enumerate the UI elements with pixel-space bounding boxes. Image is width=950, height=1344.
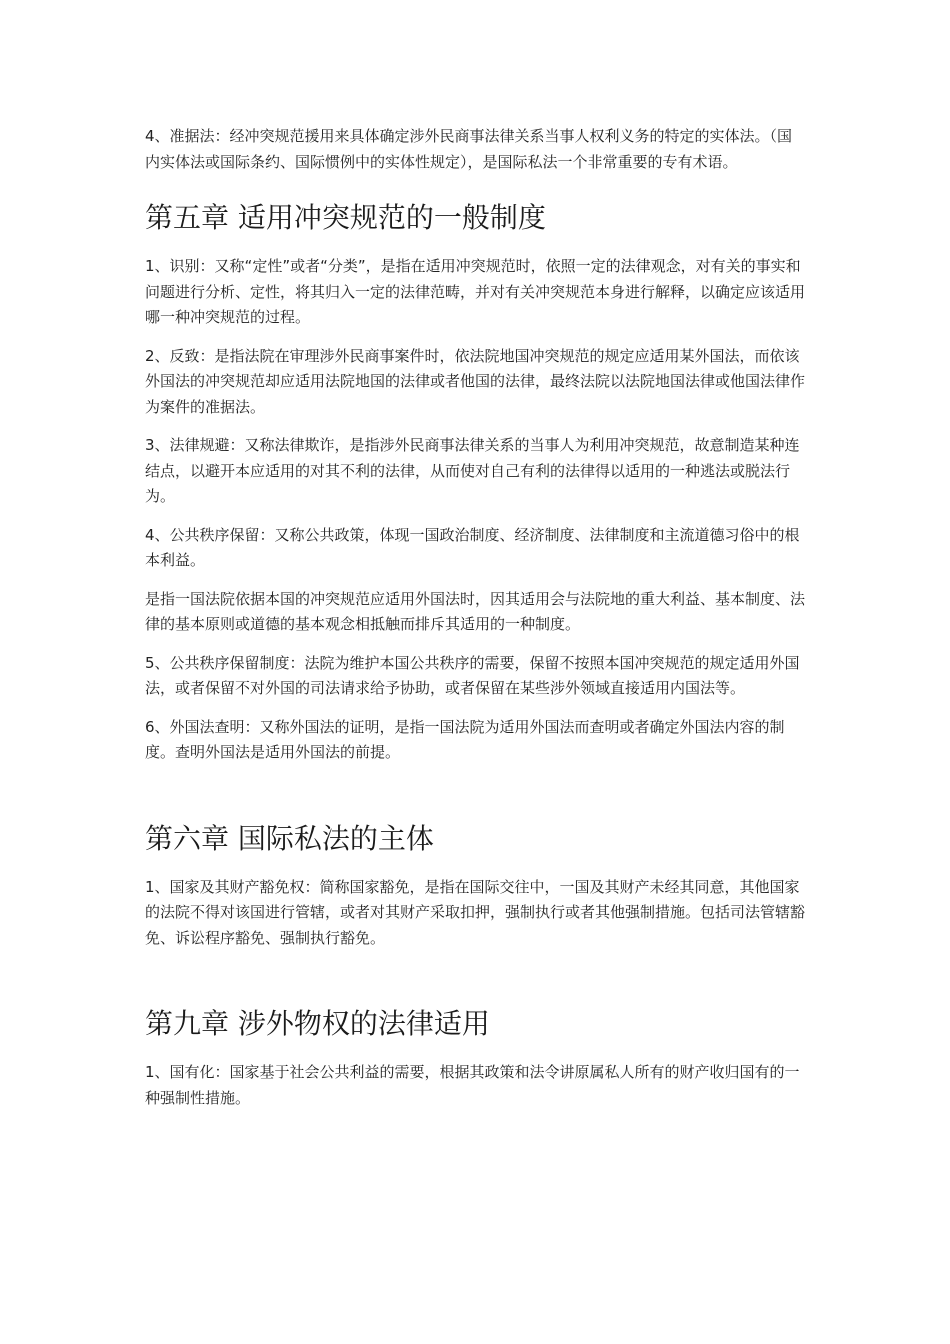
paragraph-public-order-definition: 是指一国法院依据本国的冲突规范应适用外国法时，因其适用会与法院地的重大利益、基本制度、法律的基本原则或道德的基本观念相抵触而排斥其适用的一种制度。 xyxy=(145,589,806,633)
paragraph-applicable-law: 4、准据法：经冲突规范援用来具体确定涉外民商事法律关系当事人权利义务的特定的实体法。（国内实体法或国际条约、国际惯例中的实体性规定），是国际私法一个非常重要的专有术语。 xyxy=(145,127,793,171)
paragraph-public-order-system: 5、公共秩序保留制度：法院为维护本国公共秩序的需要，保留不按照本国冲突规范的规定适用外国法，或者保留不对外国的司法请求给予协助，或者保留在某些涉外领域直接适用内国法等。 xyxy=(145,653,800,697)
document-page xyxy=(145,124,805,1111)
paragraph-public-order: 4、公共秩序保留：又称公共政策，体现一国政治制度、经济制度、法律制度和主流道德习俗中的根本利益。 xyxy=(145,525,800,569)
paragraph-state-immunity: 1、国家及其财产豁免权：简称国家豁免，是指在国际交往中，一国及其财产未经其同意，其他国家的法院不得对该国进行管辖，或者对其财产采取扣押，强制执行或者其他强制措施。包括司法管辖豁免、诉讼程序豁免、强制执行豁免。 xyxy=(145,877,806,947)
chapter-6-heading: 第六章 国际私法的主体 xyxy=(145,821,434,855)
paragraph-characterization: 1、识别：又称“定性”或者“分类”，是指在适用冲突规范时，依照一定的法律观念，对有关的事实和问题进行分析、定性，将其归入一定的法律范畴，并对有关冲突规范本身进行解释，以确定应该适用哪一种冲突规范的过程。 xyxy=(145,257,806,326)
paragraph-renvoi: 2、反致：是指法院在审理涉外民商事案件时，依法院地国冲突规范的规定应适用某外国法，而依该外国法的冲突规范却应适用法院地国的法律或者他国的法律，最终法院以法院地国法律或他国法律作为案件的准据法。 xyxy=(145,346,806,416)
paragraph-proof-of-foreign-law: 6、外国法查明：又称外国法的证明，是指一国法院为适用外国法而查明或者确定外国法内容的制度。查明外国法是适用外国法的前提。 xyxy=(145,717,785,761)
chapter-9-heading: 第九章 涉外物权的法律适用 xyxy=(145,1007,490,1040)
chapter-5-heading: 第五章 适用冲突规范的一般制度 xyxy=(145,201,546,234)
paragraph-evasion-of-law: 3、法律规避：又称法律欺诈，是指涉外民商事法律关系的当事人为利用冲突规范，故意制造某种连结点，以避开本应适用的对其不利的法律，从而使对自己有利的法律得以适用的一种逃法或脱法行为。 xyxy=(145,436,800,505)
paragraph-nationalization: 1、国有化：国家基于社会公共利益的需要，根据其政策和法令讲原属私人所有的财产收归国有的一种强制性措施。 xyxy=(145,1063,800,1107)
